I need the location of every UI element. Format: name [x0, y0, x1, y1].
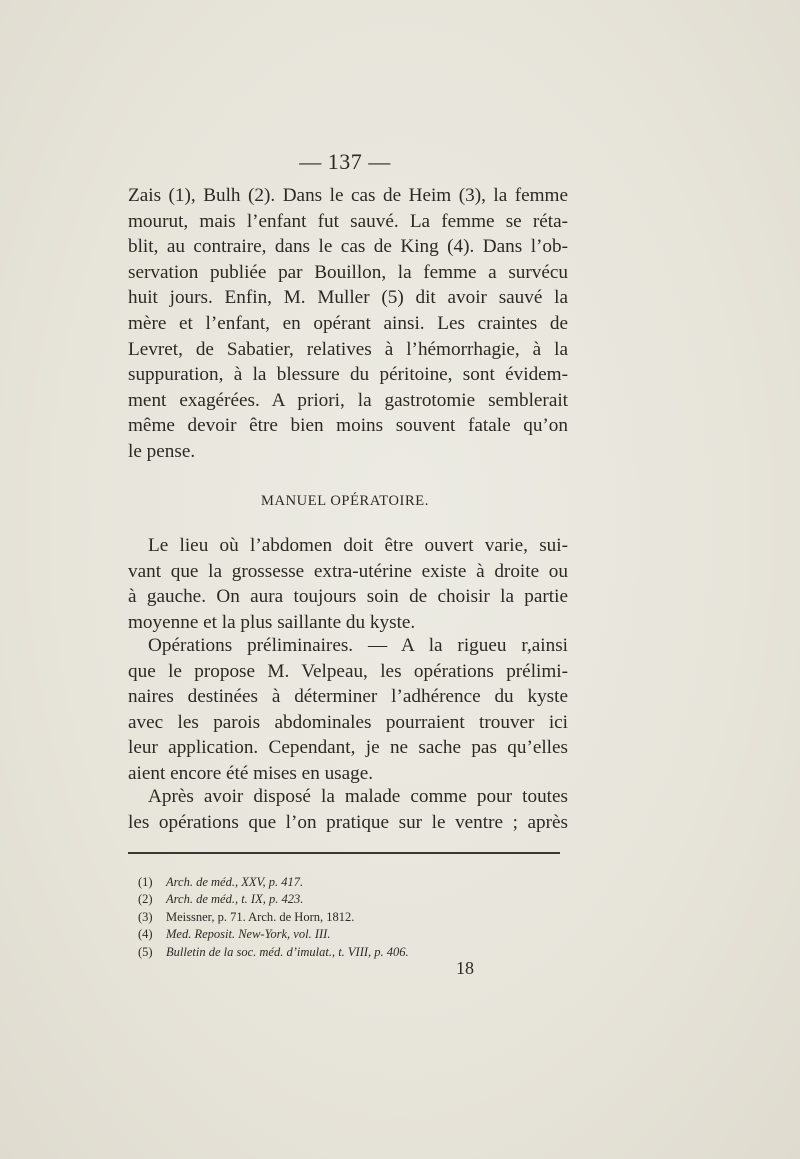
text-line: servation publiée par Bouillon, la femme a survécu	[128, 261, 568, 283]
text-line: vant que la grossesse extra-utérine existe à droite ou	[128, 560, 568, 582]
text-line: que le propose M. Velpeau, les opérations prélimi-	[128, 660, 568, 682]
text-line: suppuration, à la blessure du péritoine, sont évidem-	[128, 364, 568, 386]
paragraph-3	[128, 633, 568, 787]
text-line: à gauche. On aura toujours soin de choisir la partie	[128, 586, 568, 608]
footnote-marker: (1)	[138, 875, 153, 889]
text-line: avec les parois abdominales pourraient trouver ici	[128, 711, 568, 733]
section-heading: MANUEL OPÉRATOIRE.	[261, 493, 429, 509]
footnote	[138, 944, 558, 961]
text-line: mère et l’enfant, en opérant ainsi. Les craintes de	[128, 312, 568, 334]
text-line: mourut, mais l’enfant fut sauvé. La femme se réta-	[128, 210, 568, 232]
footnote-text: Med. Reposit. New-York, vol. III.	[166, 927, 331, 942]
text-line: moyenne et la plus saillante du kyste.	[128, 611, 416, 633]
footnote-text: Arch. de méd., XXV, p. 417.	[166, 875, 304, 889]
footnote	[138, 891, 558, 908]
footnote-marker: (3)	[138, 909, 153, 924]
text-line: même devoir être bien moins souvent fatale qu’on	[128, 415, 568, 437]
footnote-marker: (2)	[138, 892, 153, 907]
footnote-text: Meissner, p. 71. Arch. de Horn, 1812.	[166, 909, 355, 924]
footnote-divider	[128, 852, 560, 854]
paragraph-4	[128, 784, 568, 835]
text-line: Levret, de Sabatier, relatives à l’hémorrhagie, à la	[128, 338, 568, 360]
text-line: aient encore été mises en usage.	[128, 762, 374, 784]
footnote-marker: (4)	[138, 927, 153, 942]
text-line: huit jours. Enfin, M. Muller (5) dit avoir sauvé la	[128, 287, 568, 309]
text-line: blit, au contraire, dans le cas de King (4). Dans l’ob-	[128, 236, 568, 258]
paragraph-2	[128, 533, 568, 635]
text-line: leur application. Cependant, je ne sache pas qu’elles	[128, 737, 568, 759]
footnote-text: Arch. de méd., t. IX, p. 423.	[166, 892, 304, 907]
footnote	[138, 909, 558, 926]
footnote	[138, 874, 558, 891]
text-line: ment exagérées. A priori, la gastrotomie semblerait	[128, 389, 568, 411]
text-line: Opérations préliminaires. — A la rigueu r,ainsi	[148, 635, 568, 656]
signature-mark: 18	[456, 958, 474, 978]
text-line: Le lieu où l’abdomen doit être ouvert varie, sui-	[148, 535, 568, 556]
footnote-text: Bulletin de la soc. méd. d’imulat., t. VIII, p. 406.	[166, 944, 409, 959]
footnote-marker: (5)	[138, 944, 153, 959]
footnotes	[138, 874, 558, 961]
paragraph-1	[128, 183, 568, 465]
footnote	[138, 926, 558, 943]
text-line: naires destinées à déterminer l’adhérence du kyste	[128, 686, 568, 708]
text-line: Zais (1), Bulh (2). Dans le cas de Heim (3), la femme	[128, 185, 568, 206]
text-line: Après avoir disposé la malade comme pour toutes	[148, 786, 568, 807]
text-line: les opérations que l’on pratique sur le ventre ; après	[128, 811, 568, 833]
text-line: le pense.	[128, 440, 196, 462]
page-number: — 137 —	[299, 149, 391, 174]
